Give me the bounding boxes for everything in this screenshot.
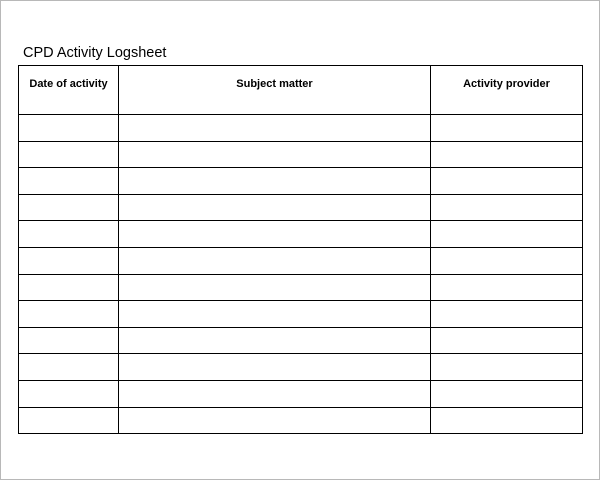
date-cell [19, 115, 119, 142]
provider-cell [431, 221, 583, 248]
date-cell [19, 407, 119, 434]
date-cell [19, 354, 119, 381]
subject-cell [119, 115, 431, 142]
provider-cell [431, 141, 583, 168]
provider-cell [431, 247, 583, 274]
provider-cell [431, 274, 583, 301]
subject-cell [119, 247, 431, 274]
table-row [19, 380, 583, 407]
table-row [19, 221, 583, 248]
subject-cell [119, 274, 431, 301]
provider-cell [431, 407, 583, 434]
subject-cell [119, 380, 431, 407]
subject-cell [119, 194, 431, 221]
table-row [19, 301, 583, 328]
subject-cell [119, 168, 431, 195]
date-cell [19, 141, 119, 168]
table-row [19, 168, 583, 195]
date-cell [19, 194, 119, 221]
table-row [19, 247, 583, 274]
table-row [19, 327, 583, 354]
subject-cell [119, 301, 431, 328]
date-cell [19, 221, 119, 248]
date-cell [19, 168, 119, 195]
subject-cell [119, 327, 431, 354]
subject-cell [119, 407, 431, 434]
column-header-date: Date of activity [19, 66, 119, 115]
date-cell [19, 247, 119, 274]
table-row [19, 141, 583, 168]
table-row [19, 115, 583, 142]
subject-cell [119, 354, 431, 381]
provider-cell [431, 301, 583, 328]
page-title: CPD Activity Logsheet [23, 45, 167, 61]
date-cell [19, 301, 119, 328]
date-cell [19, 327, 119, 354]
table-header-row [19, 66, 583, 115]
provider-cell [431, 194, 583, 221]
provider-cell [431, 380, 583, 407]
table-body [19, 115, 583, 434]
table-row [19, 274, 583, 301]
provider-cell [431, 327, 583, 354]
table-row [19, 354, 583, 381]
table-row [19, 407, 583, 434]
date-cell [19, 380, 119, 407]
activity-log-table [18, 65, 583, 434]
date-cell [19, 274, 119, 301]
provider-cell [431, 354, 583, 381]
table-row [19, 194, 583, 221]
provider-cell [431, 168, 583, 195]
provider-cell [431, 115, 583, 142]
subject-cell [119, 221, 431, 248]
column-header-provider: Activity provider [431, 66, 583, 115]
column-header-subject: Subject matter [119, 66, 431, 115]
subject-cell [119, 141, 431, 168]
